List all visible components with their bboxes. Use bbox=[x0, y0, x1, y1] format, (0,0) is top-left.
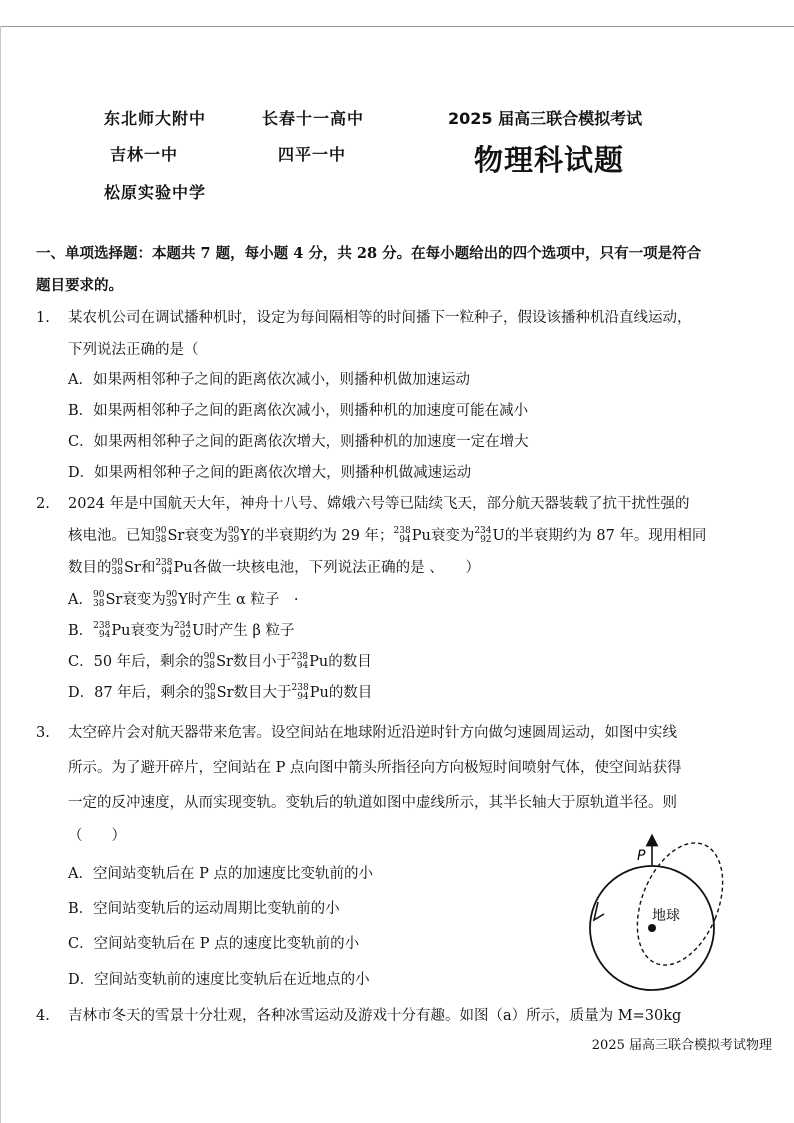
mass-number: 90 bbox=[111, 558, 123, 568]
atomic-number: 38 bbox=[155, 535, 167, 545]
nuclide-numbers bbox=[166, 591, 177, 609]
q2-number: 2. bbox=[36, 496, 50, 512]
nuclide-numbers bbox=[292, 684, 309, 702]
atomic-number: 94 bbox=[161, 567, 173, 577]
q4-number: 4. bbox=[36, 1008, 50, 1024]
nuclide-u234 bbox=[174, 615, 204, 647]
nuclide-numbers bbox=[155, 559, 172, 577]
school-2: 长春十一高中 bbox=[262, 109, 365, 128]
nuclide-sr90 bbox=[204, 677, 233, 709]
q1-number: 1. bbox=[36, 310, 50, 326]
element-symbol: Sr bbox=[123, 560, 141, 576]
element-symbol: Sr bbox=[216, 685, 234, 701]
element-symbol: Sr bbox=[167, 528, 185, 544]
q2-text: B． bbox=[68, 623, 94, 639]
nuclide-numbers bbox=[93, 591, 104, 609]
nuclide-numbers bbox=[93, 622, 110, 640]
atomic-number: 39 bbox=[227, 535, 240, 545]
atomic-number: 94 bbox=[296, 661, 309, 671]
nuclide-sr90 bbox=[155, 520, 184, 552]
section-1-line-2: 题目要求的。 bbox=[36, 277, 123, 294]
nuclide-numbers bbox=[155, 527, 166, 545]
q2-text: A． bbox=[68, 592, 93, 608]
q3-stem-4: （ ） bbox=[68, 828, 126, 844]
q4-stem-1: 吉林市冬天的雪景十分壮观，各种冰雪运动及游戏十分有趣。如图（a）所示，质量为 M=30kg bbox=[68, 1008, 682, 1024]
nuclide-sr90 bbox=[93, 584, 122, 616]
label-p: P bbox=[637, 848, 646, 864]
q2-text: 核电池。已知 bbox=[68, 528, 155, 544]
atomic-number: 92 bbox=[179, 630, 192, 640]
q2-text: 衰变为 bbox=[122, 592, 166, 608]
nuclide-numbers bbox=[474, 527, 491, 545]
q3-stem-3: 一定的反冲速度，从而实现变轨。变轨后的轨道如图中虚线所示，其半长轴大于原轨道半径。则 bbox=[68, 795, 677, 811]
nuclide-pu238 bbox=[155, 552, 192, 584]
mass-number: 234 bbox=[173, 621, 192, 631]
atomic-number: 39 bbox=[165, 599, 178, 609]
q2-stem-2 bbox=[68, 520, 706, 552]
element-symbol: Pu bbox=[309, 685, 329, 701]
q3-stem-2: 所示。为了避开碎片，空间站在 P 点向图中箭头所指径向方向极短时间喷射气体，使空间站获得 bbox=[68, 760, 682, 776]
q1-stem-2: 下列说法正确的是（ bbox=[68, 342, 199, 358]
element-symbol: Sr bbox=[216, 654, 233, 670]
q2-text: 数目小于 bbox=[232, 654, 291, 670]
q2-text: 的半衰期约为 87 年。现用相同 bbox=[504, 528, 707, 544]
mass-number: 238 bbox=[155, 558, 173, 568]
nuclide-u234 bbox=[474, 520, 504, 552]
q2-text: 的数目 bbox=[328, 685, 373, 701]
mass-number: 238 bbox=[93, 621, 111, 631]
q3-option-a: A．空间站变轨后在 P 点的加速度比变轨前的小 bbox=[68, 866, 373, 882]
mass-number: 238 bbox=[393, 526, 411, 536]
q2-text: 的数目 bbox=[328, 654, 372, 670]
atomic-number: 92 bbox=[480, 535, 492, 545]
q2-text: D．87 年后，剩余的 bbox=[68, 685, 205, 701]
q1-option-c: C．如果两相邻种子之间的距离依次增大，则播种机的加速度一定在增大 bbox=[68, 434, 529, 450]
mass-number: 90 bbox=[155, 526, 167, 536]
section-1-line-1: 一、单项选择题：本题共 7 题，每小题 4 分，共 28 分。在每小题给出的四个选项中，只有一项是符合 bbox=[36, 245, 702, 262]
q2-text: 各做一块核电池，下列说法正确的是 、 ） bbox=[192, 560, 480, 576]
q3-number: 3. bbox=[36, 725, 50, 741]
mass-number: 238 bbox=[290, 652, 309, 662]
nuclide-sr90 bbox=[112, 552, 141, 584]
mass-number: 234 bbox=[474, 526, 492, 536]
q1-option-b: B．如果两相邻种子之间的距离依次减小，则播种机的加速度可能在减小 bbox=[68, 403, 529, 419]
nuclide-numbers bbox=[204, 684, 215, 702]
atomic-number: 94 bbox=[98, 630, 111, 640]
school-4: 四平一中 bbox=[278, 145, 347, 164]
nuclide-pu238 bbox=[292, 677, 329, 709]
q1-stem-1: 某农机公司在调试播种机时，设定为每间隔相等的时间播下一粒种子，假设该播种机沿直线运动， bbox=[68, 310, 692, 326]
q2-stem-3 bbox=[68, 552, 480, 584]
q2-text: 数目的 bbox=[68, 560, 112, 576]
element-symbol: Y bbox=[240, 528, 250, 544]
page-footer: 2025 届高三联合模拟考试物理 bbox=[591, 1038, 772, 1053]
mass-number: 90 bbox=[165, 590, 178, 600]
element-symbol: U bbox=[192, 623, 205, 639]
mass-number: 90 bbox=[203, 652, 216, 662]
q3-stem-1: 太空碎片会对航天器带来危害。设空间站在地球附近沿逆时针方向做匀速圆周运动，如图中实线 bbox=[68, 725, 677, 741]
element-symbol: Pu bbox=[309, 654, 329, 670]
nuclide-sr90 bbox=[204, 646, 233, 678]
element-symbol: Sr bbox=[105, 592, 123, 608]
q2-text: C．50 年后，剩余的 bbox=[68, 654, 204, 670]
q1-option-d: D．如果两相邻种子之间的距离依次增大，则播种机做减速运动 bbox=[68, 465, 472, 481]
q1-option-a: A．如果两相邻种子之间的距离依次减小，则播种机做加速运动 bbox=[68, 372, 470, 388]
mass-number: 90 bbox=[204, 683, 216, 693]
q2-text: 和 bbox=[140, 560, 156, 576]
school-1: 东北师大附中 bbox=[104, 109, 207, 128]
mass-number: 238 bbox=[291, 683, 309, 693]
orbit-figure bbox=[580, 820, 740, 1000]
element-symbol: Pu bbox=[411, 528, 431, 544]
nuclide-pu238 bbox=[394, 520, 431, 552]
q2-text: 衰变为 bbox=[184, 528, 228, 544]
atomic-number: 38 bbox=[92, 599, 105, 609]
nuclide-numbers bbox=[228, 527, 239, 545]
q3-option-d: D．空间站变轨前的速度比变轨后在近地点的小 bbox=[68, 972, 370, 988]
element-symbol: Pu bbox=[173, 560, 193, 576]
q2-option-c bbox=[68, 646, 372, 678]
q2-text: 衰变为 bbox=[430, 528, 475, 544]
q3-option-c: C．空间站变轨后在 P 点的速度比变轨前的小 bbox=[68, 936, 360, 952]
section-1-heading bbox=[36, 238, 756, 302]
earth-dot bbox=[648, 924, 656, 932]
top-border bbox=[0, 26, 794, 27]
nuclide-numbers bbox=[112, 559, 123, 577]
nuclide-numbers bbox=[174, 622, 191, 640]
nuclide-numbers bbox=[291, 653, 308, 671]
q2-text: 数目大于 bbox=[233, 685, 292, 701]
nuclide-y90 bbox=[228, 520, 250, 552]
nuclide-y90 bbox=[166, 584, 188, 616]
atomic-number: 94 bbox=[297, 692, 309, 702]
atomic-number: 38 bbox=[111, 567, 123, 577]
nuclide-pu238 bbox=[291, 646, 328, 678]
school-5: 松原实验中学 bbox=[104, 183, 207, 202]
q2-text: 时产生 α 粒子 · bbox=[187, 592, 299, 608]
q2-stem-1: 2024 年是中国航天大年，神舟十八号、嫦娥六号等已陆续飞天，部分航天器装载了抗干扰性强的 bbox=[68, 496, 690, 512]
atomic-number: 38 bbox=[204, 692, 216, 702]
left-border bbox=[0, 26, 1, 1123]
q2-text: 的半衰期约为 29 年； bbox=[249, 528, 394, 544]
element-symbol: Y bbox=[178, 592, 188, 608]
q2-option-a bbox=[68, 584, 298, 616]
atomic-number: 38 bbox=[203, 661, 216, 671]
nuclide-numbers bbox=[204, 653, 215, 671]
nuclide-numbers bbox=[394, 527, 411, 545]
mass-number: 90 bbox=[227, 526, 240, 536]
exam-title: 2025 届高三联合模拟考试 bbox=[448, 109, 643, 128]
q2-text: 衰变为 bbox=[130, 623, 174, 639]
school-3: 吉林一中 bbox=[110, 145, 179, 164]
label-earth: 地球 bbox=[652, 908, 680, 924]
element-symbol: Pu bbox=[111, 623, 131, 639]
q3-option-b: B．空间站变轨后的运动周期比变轨前的小 bbox=[68, 901, 340, 917]
q2-option-d bbox=[68, 677, 372, 709]
q2-text: 时产生 β 粒子 bbox=[204, 623, 295, 639]
nuclide-pu238 bbox=[93, 615, 130, 647]
element-symbol: U bbox=[492, 528, 505, 544]
mass-number: 90 bbox=[92, 590, 105, 600]
subject-title: 物理科试题 bbox=[474, 143, 625, 177]
atomic-number: 94 bbox=[399, 535, 411, 545]
q2-option-b bbox=[68, 615, 294, 647]
